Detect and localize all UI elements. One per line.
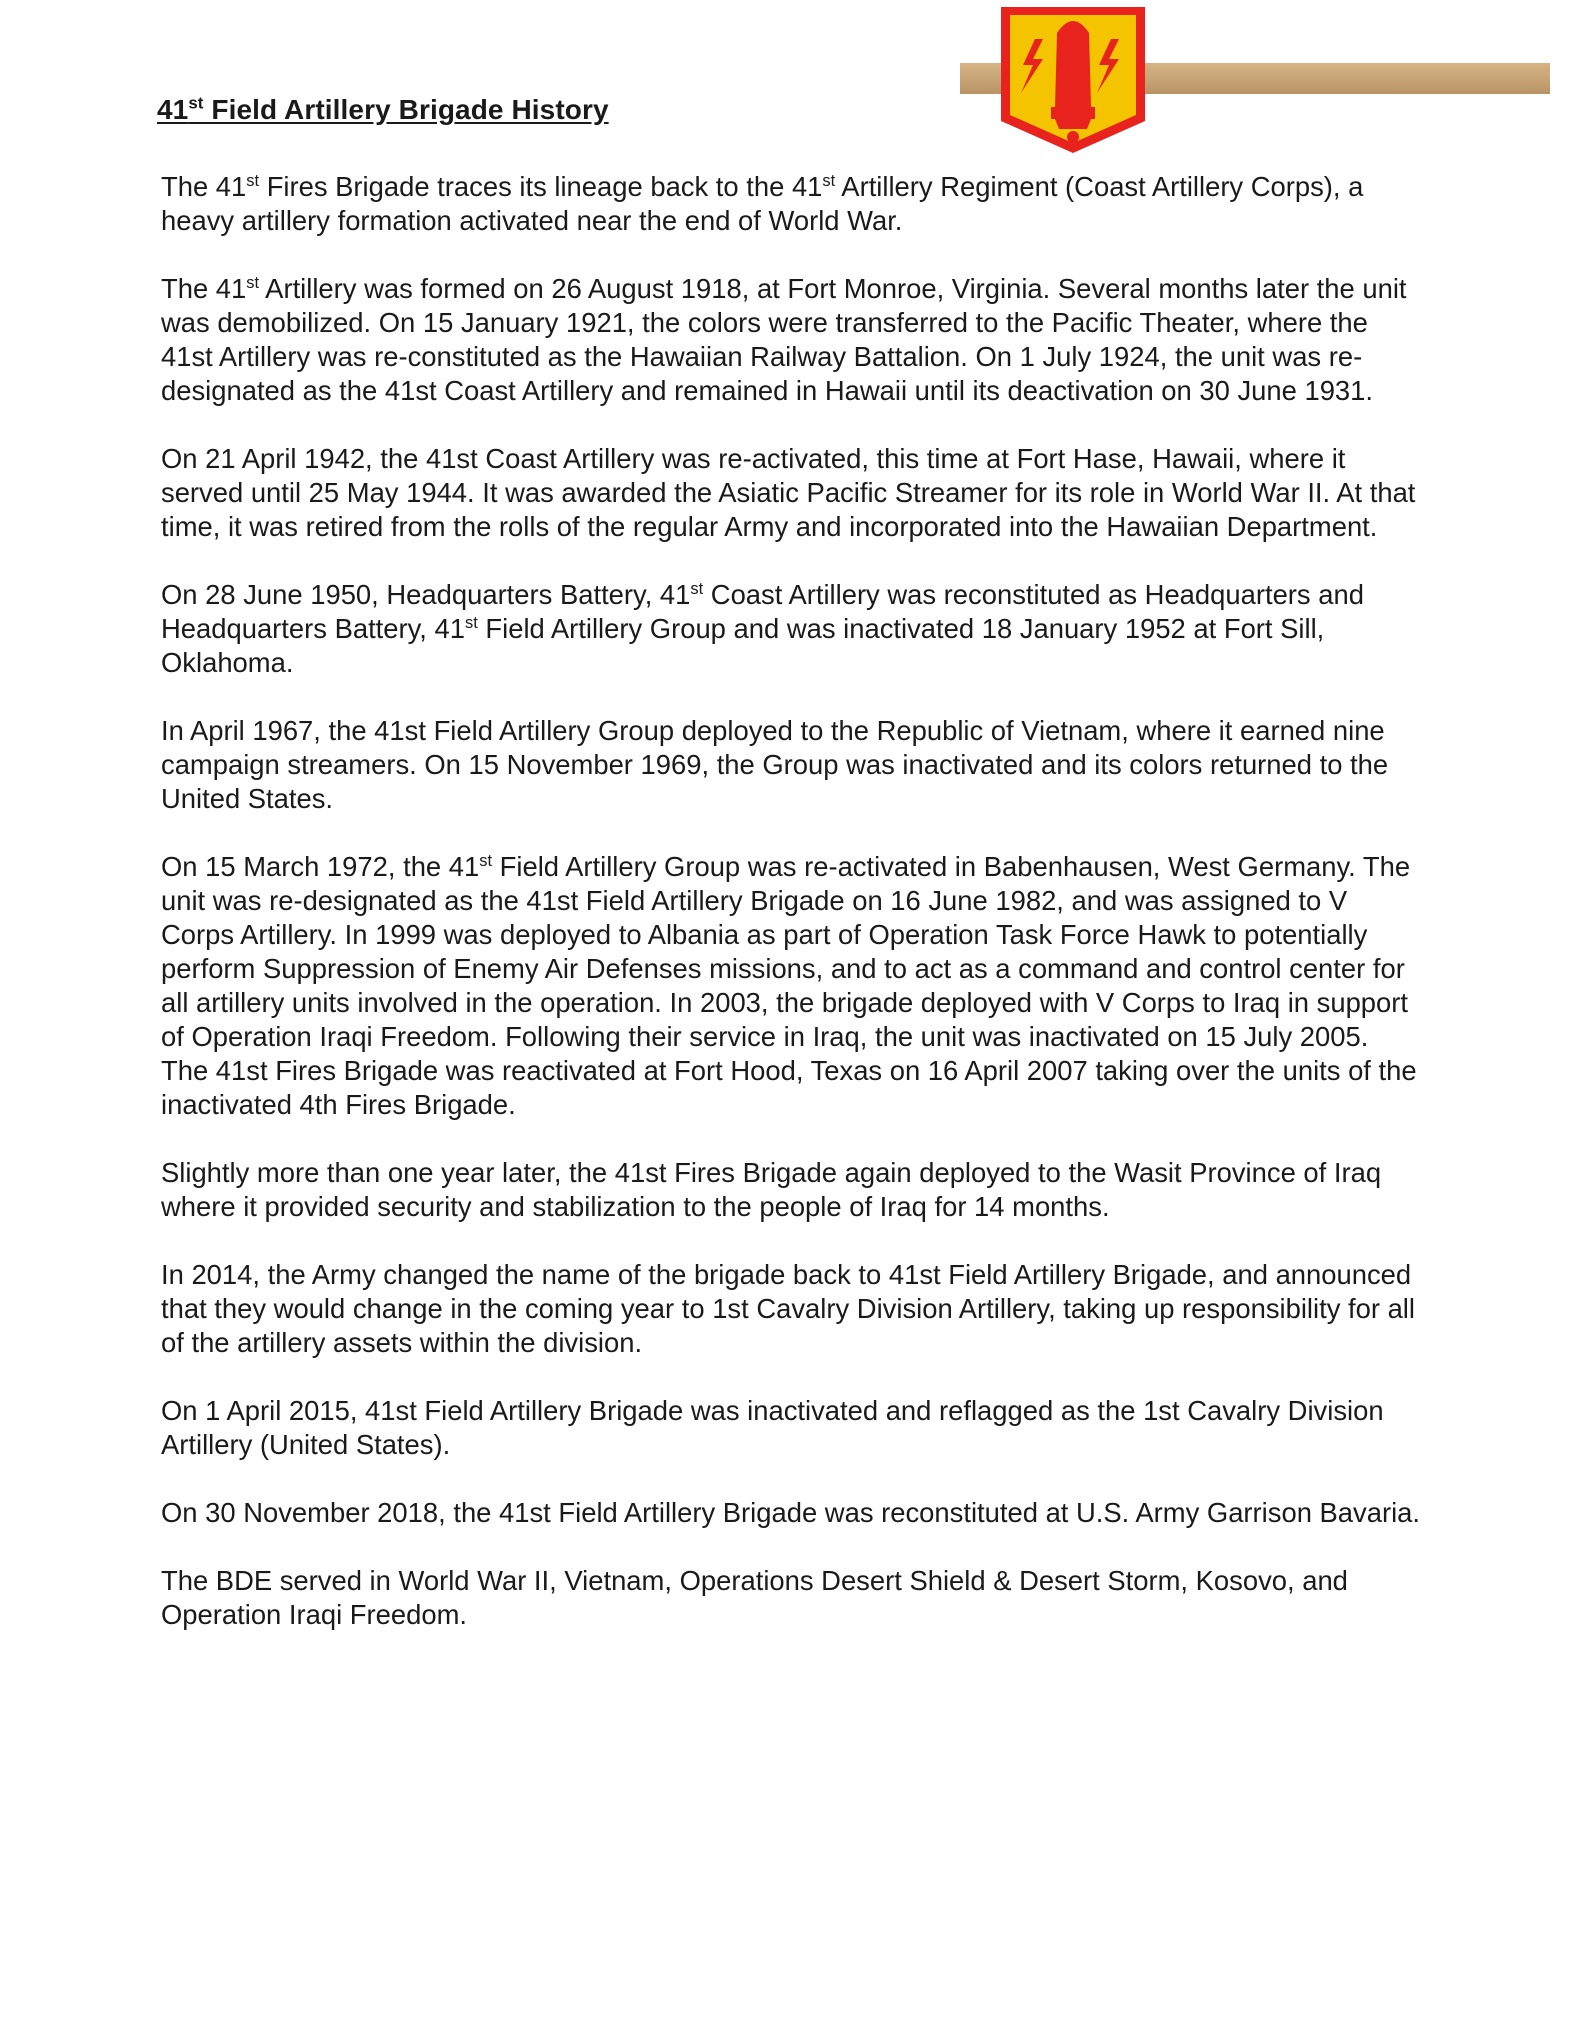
paragraph-text: In April 1967, the 41st Field Artillery Group deployed to the Republic of Vietnam, where it earned nine campaign streamers. On 15 November 1969, the Group was inactivated and its colors returned to the United States. bbox=[161, 715, 1389, 814]
paragraph-8 bbox=[161, 1258, 1421, 1360]
paragraph-text: The 41 bbox=[161, 171, 247, 202]
paragraph-4 bbox=[161, 578, 1421, 680]
ordinal-superscript: st bbox=[246, 273, 260, 292]
paragraph-text: On 30 November 2018, the 41st Field Artillery Brigade was reconstituted at U.S. Army Garrison Bavaria. bbox=[161, 1497, 1421, 1528]
paragraph-5 bbox=[161, 714, 1421, 816]
paragraph-text: Artillery was formed on 26 August 1918, at Fort Monroe, Virginia. Several months later the unit was demobilized. On 15 January 1921, the colors were transferred to the Pacific Theater, where the 41st Artillery was re-constituted as the Hawaiian Railway Battalion. On 1 July 1924, the unit was re-designated as the 41st Coast Artillery and remained in Hawaii until its deactivation on 30 June 1931. bbox=[161, 273, 1407, 406]
paragraph-1 bbox=[161, 170, 1421, 238]
paragraph-7 bbox=[161, 1156, 1421, 1224]
paragraph-text: On 28 June 1950, Headquarters Battery, 41 bbox=[161, 579, 691, 610]
paragraph-text: Artillery Regiment (Coast Artillery Corps), a heavy artillery formation activated near the end of World War. bbox=[161, 171, 1364, 236]
title-prefix: 41 bbox=[157, 94, 189, 125]
ordinal-superscript: st bbox=[246, 171, 260, 190]
paragraph-text: Slightly more than one year later, the 41st Fires Brigade again deployed to the Wasit Province of Iraq where it provided security and stabilization to the people of Iraq for 14 months. bbox=[161, 1157, 1382, 1222]
paragraph-text: On 15 March 1972, the 41 bbox=[161, 851, 480, 882]
paragraph-11 bbox=[161, 1564, 1421, 1632]
paragraph-6 bbox=[161, 850, 1421, 1122]
paragraph-text: On 1 April 2015, 41st Field Artillery Brigade was inactivated and reflagged as the 1st Cavalry Division Artillery (United States). bbox=[161, 1395, 1384, 1460]
ordinal-superscript: st bbox=[465, 613, 478, 632]
document-body bbox=[161, 170, 1421, 1666]
paragraph-text: The BDE served in World War II, Vietnam, Operations Desert Shield & Desert Storm, Kosovo, and Operation Iraqi Freedom. bbox=[161, 1565, 1348, 1630]
paragraph-3 bbox=[161, 442, 1421, 544]
paragraph-text: Coast Artillery was reconstituted as Headquarters and Headquarters Battery, 41 bbox=[161, 579, 1364, 644]
ordinal-superscript: st bbox=[822, 171, 836, 190]
brigade-shield-insignia-icon bbox=[997, 3, 1149, 155]
paragraph-9 bbox=[161, 1394, 1421, 1462]
paragraph-text: The 41 bbox=[161, 273, 247, 304]
paragraph-10 bbox=[161, 1496, 1421, 1530]
paragraph-text: Fires Brigade traces its lineage back to the 41 bbox=[259, 171, 823, 202]
page-title bbox=[157, 94, 609, 126]
paragraph-text: On 21 April 1942, the 41st Coast Artillery was re-activated, this time at Fort Hase, Hawaii, where it served until 25 May 1944. It was awarded the Asiatic Pacific Streamer for its role in World War II. At that time, it was retired from the rolls of the regular Army and incorporated into the Hawaiian Department. bbox=[161, 443, 1416, 542]
paragraph-text: Field Artillery Group and was inactivated 18 January 1952 at Fort Sill, Oklahoma. bbox=[161, 613, 1325, 678]
paragraph-text: In 2014, the Army changed the name of the brigade back to 41st Field Artillery Brigade, and announced that they would change in the coming year to 1st Cavalry Division Artillery, taking up responsibility for all of the artillery assets within the division. bbox=[161, 1259, 1415, 1358]
ordinal-superscript: st bbox=[479, 851, 493, 870]
paragraph-2 bbox=[161, 272, 1421, 408]
title-suffix: Field Artillery Brigade History bbox=[203, 94, 609, 125]
paragraph-text: Field Artillery Group was re-activated in Babenhausen, West Germany. The unit was re-designated as the 41st Field Artillery Brigade on 16 June 1982, and was assigned to V Corps Artillery. In 1999 was deployed to Albania as part of Operation Task Force Hawk to potentially perform Suppression of Enemy Air Defenses missions, and to act as a command and control center for all artillery units involved in the operation. In 2003, the brigade deployed with V Corps to Iraq in support of Operation Iraqi Freedom. Following their service in Iraq, the unit was inactivated on 15 July 2005. The 41st Fires Brigade was reactivated at Fort Hood, Texas on 16 April 2007 taking over the units of the inactivated 4th Fires Brigade. bbox=[161, 851, 1417, 1120]
title-superscript: st bbox=[188, 93, 204, 113]
ordinal-superscript: st bbox=[690, 579, 704, 598]
